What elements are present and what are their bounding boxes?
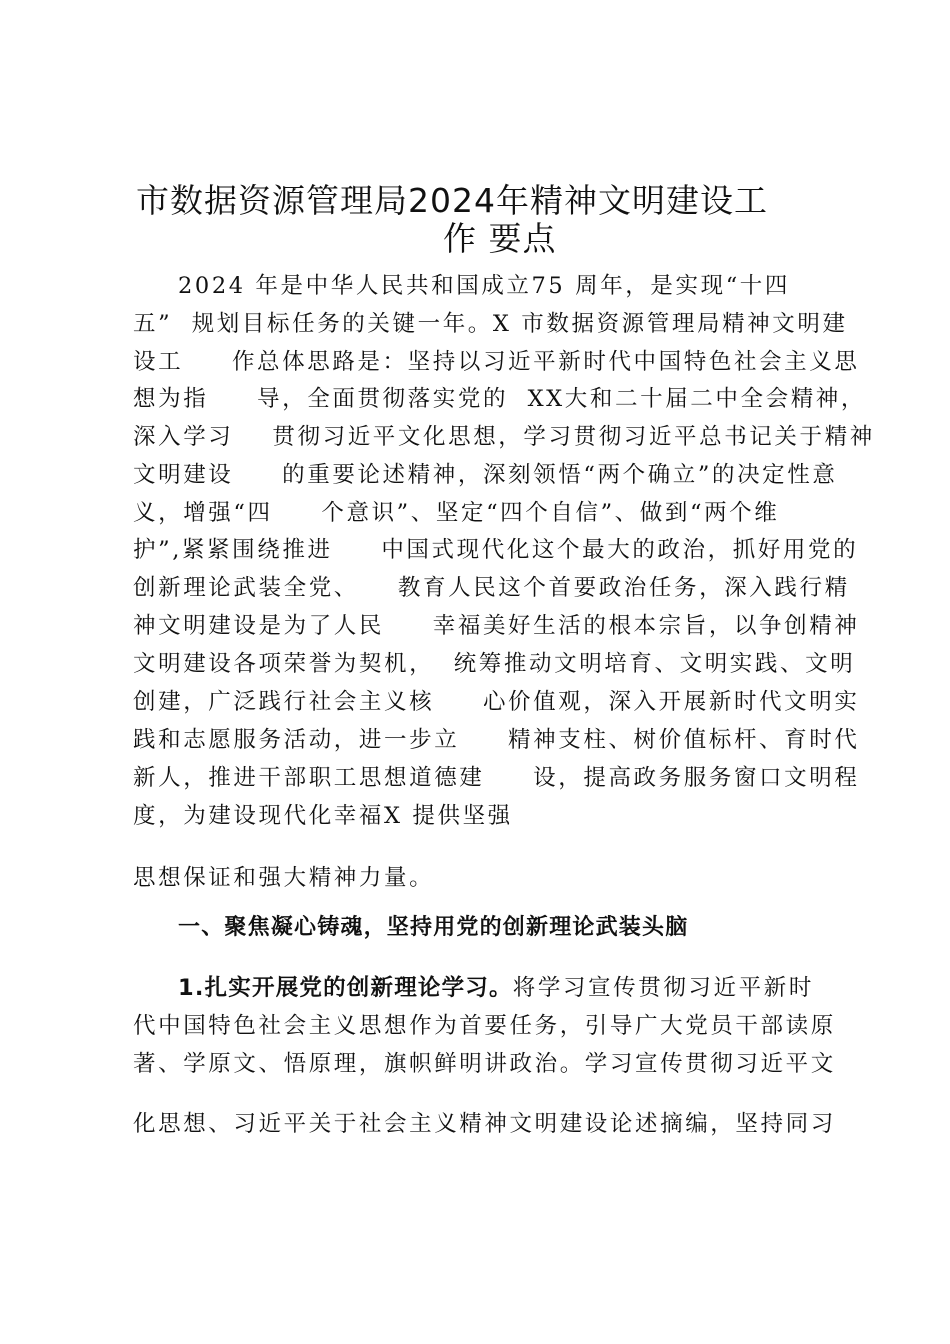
document-title-line-1: 市数据资源管理局2024年精神文明建设工 [136,181,768,220]
item-1-heading: 1.扎实开展党的创新理论学习。 [178,975,513,1001]
item-1-line-2: 代中国特色社会主义思想作为首要任务，引导广大党员干部读原 [133,1013,836,1039]
intro-line-6: 文明建设 的重要论述精神，深刻领悟“两个确立”的决定性意 [133,462,838,488]
item-1-first-line-text: 将学习宣传贯彻习近平新时 [512,975,814,1001]
intro-line-13: 践和志愿服务活动，进一步立 精神支柱、树价值标杆、育时代 [133,727,860,753]
document-title-line-2: 作 要点 [443,219,557,258]
intro-line-14: 新人，推进干部职工思想道德建 设，提高政务服务窗口文明程 [133,765,860,791]
intro-line-15: 度，为建设现代化幸福X 提供坚强 [133,803,513,829]
intro-line-1: 2024 年是中华人民共和国成立75 周年，是实现“十四 [178,273,790,299]
item-1-line-4: 化思想、习近平关于社会主义精神文明建设论述摘编，坚持同习 [133,1111,836,1137]
intro-line-10: 神文明建设是为了人民 幸福美好生活的根本宗旨，以争创精神 [133,613,860,639]
section-1-heading: 一、聚焦凝心铸魂，坚持用党的创新理论武装头脑 [178,915,689,940]
intro-tail: 思想保证和强大精神力量。 [133,865,435,891]
intro-line-9: 创新理论武装全党、 教育人民这个首要政治任务，深入践行精 [133,575,850,601]
intro-line-3: 设工 作总体思路是：坚持以习近平新时代中国特色社会主义思 [133,349,860,375]
intro-line-4: 想为指 导，全面贯彻落实党的 XX大和二十届二中全会精神， [133,386,867,412]
item-1-first-line [178,970,814,1002]
intro-line-8: 护”,紧紧围绕推进 中国式现代化这个最大的政治，抓好用党的 [133,537,859,563]
item-1-line-3: 著、学原文、悟原理，旗帜鲜明讲政治。学习宣传贯彻习近平文 [133,1051,836,1077]
intro-line-2: 五” 规划目标任务的关键一年。X 市数据资源管理局精神文明建 [133,311,848,337]
intro-line-12: 创建，广泛践行社会主义核 心价值观，深入开展新时代文明实 [133,689,860,715]
intro-line-7: 义，增强“四 个意识”、坚定“四个自信”、做到“两个维 [133,500,780,526]
intro-line-11: 文明建设各项荣誉为契机， 统筹推动文明培育、文明实践、文明 [133,651,856,677]
intro-line-5: 深入学习 贯彻习近平文化思想，学习贯彻习近平总书记关于精神 [133,424,875,450]
